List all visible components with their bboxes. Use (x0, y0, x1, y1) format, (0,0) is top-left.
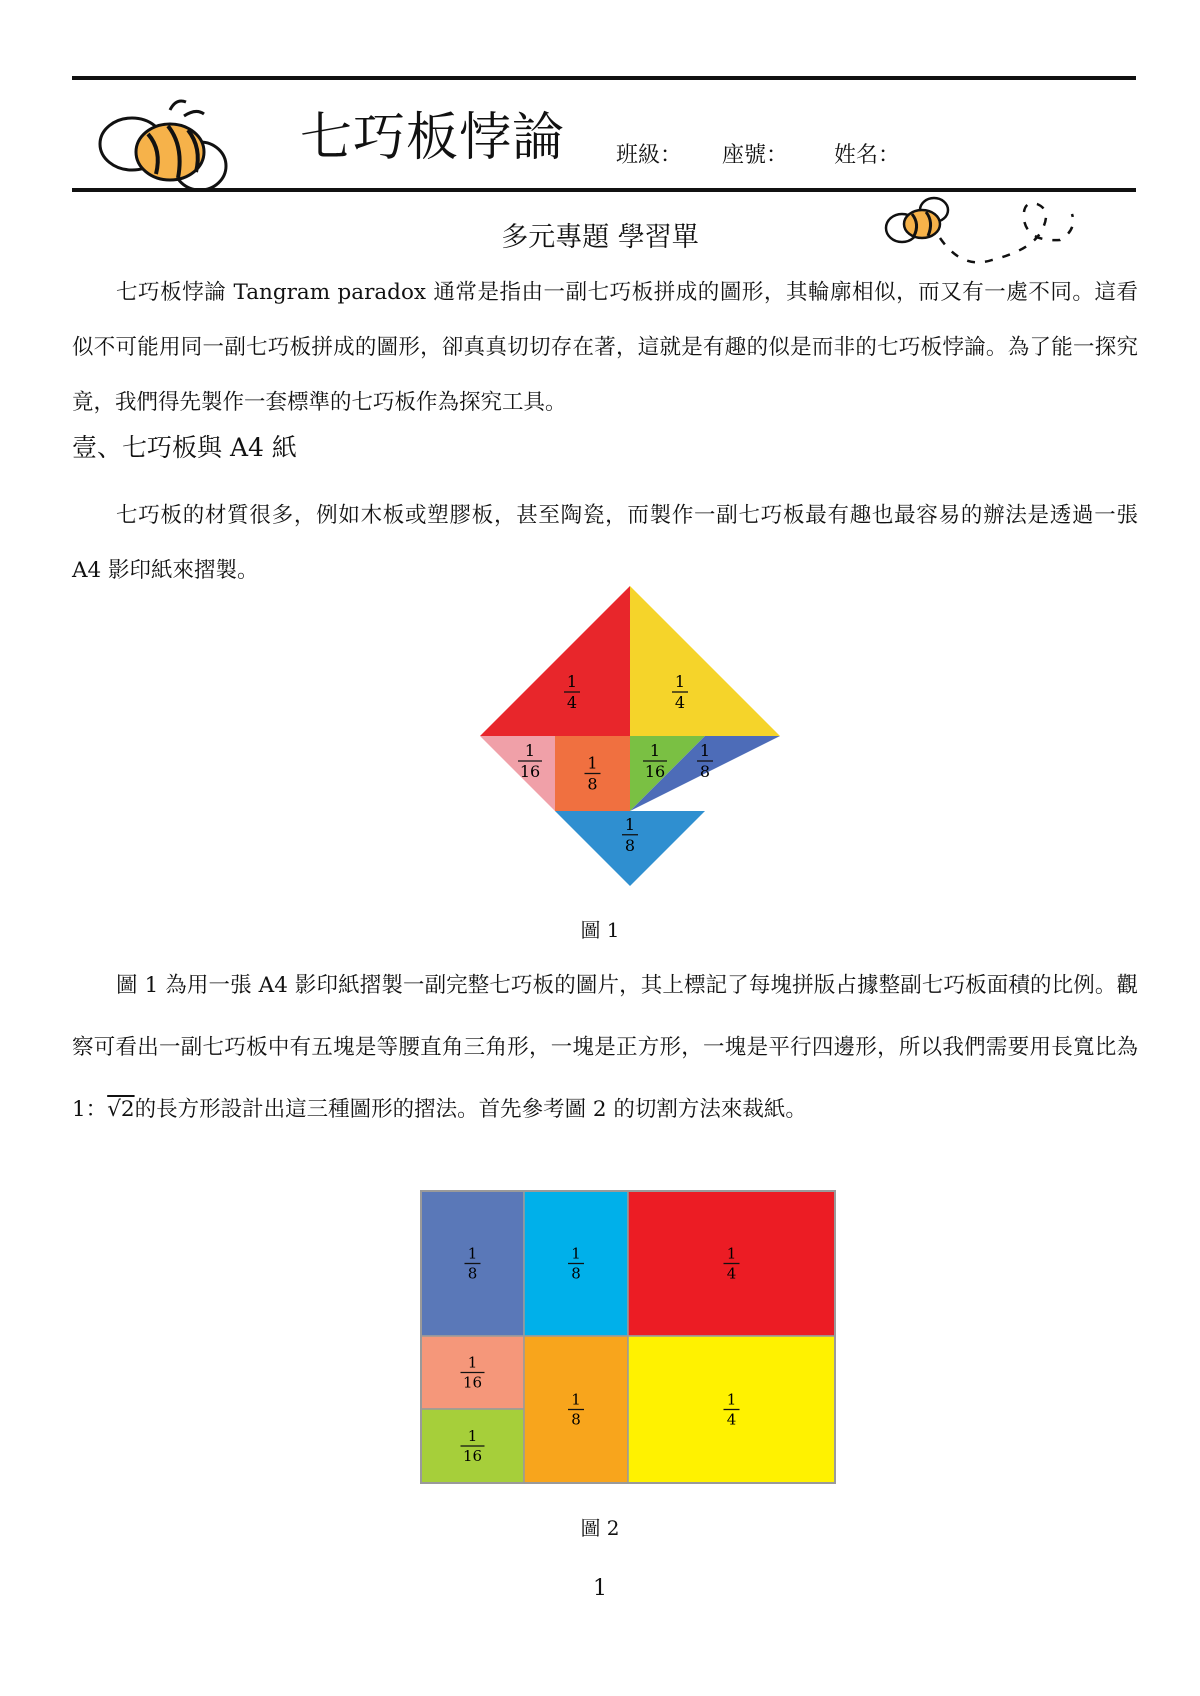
fraction-cell-red-numerator: 1 (726, 1244, 737, 1263)
seat-label: 座號： (722, 143, 789, 168)
fraction-cell-blue-denominator: 8 (467, 1264, 478, 1283)
fraction-large-red-denominator: 4 (566, 693, 578, 712)
fraction-small-green-numerator: 1 (649, 741, 661, 760)
fraction-cell-yellow-numerator: 1 (726, 1390, 737, 1409)
name-label: 姓名： (834, 143, 901, 168)
fraction-cell-salmon-numerator: 1 (467, 1353, 478, 1372)
fraction-cell-cyan-numerator: 1 (571, 1244, 581, 1263)
fraction-small-pink-denominator: 16 (519, 762, 541, 781)
fraction-cell-salmon-denominator: 16 (462, 1373, 483, 1392)
fraction-medium-navy-denominator: 8 (699, 762, 711, 781)
fraction-cell-blue-numerator: 1 (467, 1244, 478, 1263)
fraction-cell-orange-numerator: 1 (571, 1390, 581, 1409)
fraction-small-green-denominator: 16 (644, 762, 666, 781)
fraction-cell-cyan-denominator: 8 (571, 1264, 581, 1283)
fraction-square-orange-numerator: 1 (587, 753, 598, 773)
page-title: 七巧板悖論 (300, 108, 566, 168)
tangram-piece-large-yellow (630, 586, 780, 736)
sqrt-two: √2 (107, 1097, 135, 1122)
intro-paragraph: 七巧板悖論 Tangram paradox 通常是指由一副七巧板拼成的圖形，其輪廓相似，而又有一處不同。這看似不可能用同一副七巧板拼成的圖形，卻真真切切存在著，這就是有趣的似是而非的七巧板悖論。為了能一探究竟，我們得先製作一套標準的七巧板作為探究工具。 (72, 280, 1138, 415)
fraction-cell-orange-denominator: 8 (571, 1410, 581, 1429)
fraction-parallelogram-blue-numerator: 1 (624, 814, 636, 834)
fraction-cell-yellow-denominator: 4 (726, 1410, 737, 1429)
tangram-piece-small-pink (480, 736, 555, 811)
class-label: 班級： (616, 143, 683, 168)
fraction-cell-green-numerator: 1 (467, 1427, 478, 1445)
fraction-small-pink-numerator: 1 (524, 741, 536, 760)
figure2-caption: 圖 2 (580, 1516, 620, 1540)
subtitle: 多元專題 學習單 (501, 222, 699, 253)
section1-paragraph: 七巧板的材質很多，例如木板或塑膠板，甚至陶瓷，而製作一副七巧板最有趣也最容易的辦法是透過一張 A4 影印紙來摺製。 (72, 503, 1138, 583)
figure2-cut-diagram (420, 1190, 836, 1484)
fraction-square-orange-denominator: 8 (587, 774, 598, 794)
fraction-large-yellow-numerator: 1 (674, 672, 686, 691)
fraction-medium-navy-numerator: 1 (699, 741, 711, 760)
fraction-large-red-numerator: 1 (566, 672, 578, 691)
section-heading: 壹、七巧板與 A4 紙 (72, 433, 297, 462)
paragraph-two-after: 的長方形設計出這三種圖形的摺法。首先參考圖 2 的切割方法來裁紙。 (134, 1097, 807, 1122)
paragraph-two-before: 圖 1 為用一張 A4 影印紙摺製一副完整七巧板的圖片，其上標記了每塊拼版占據整副七巧板面積的比例。觀察可看出一副七巧板中有五塊是等腰直角三角形，一塊是正方形，一塊是平行四邊形，所以我們需要用長寬比為 1： (72, 973, 1138, 1122)
fraction-parallelogram-blue-denominator: 8 (624, 835, 636, 855)
fraction-cell-red-denominator: 4 (726, 1264, 737, 1283)
figure1-caption: 圖 1 (580, 918, 620, 942)
page-number: 1 (593, 1576, 607, 1601)
fraction-cell-green-denominator: 16 (462, 1447, 483, 1465)
tangram-piece-large-red (480, 586, 630, 736)
fraction-large-yellow-denominator: 4 (674, 693, 686, 712)
figure1-tangram (480, 586, 780, 886)
header-top-rule (72, 76, 1136, 80)
bee-icon (92, 94, 242, 214)
paragraph-two (72, 955, 1138, 1141)
